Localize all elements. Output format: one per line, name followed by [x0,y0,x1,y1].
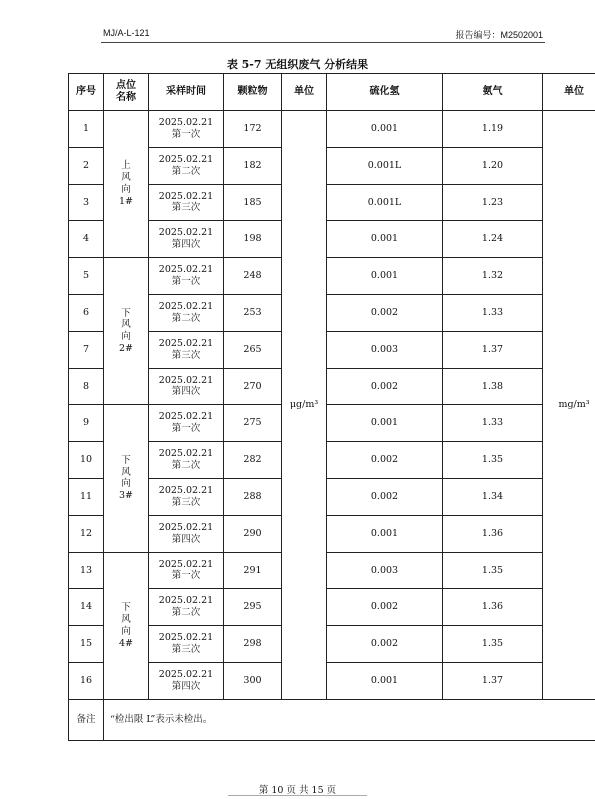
point-name-char: 风 [121,319,131,331]
table-row [69,552,595,589]
cell-no: 8 [69,368,104,405]
col-header-point-line1: 点位 [116,79,136,91]
cell-h2s: 0.001 [327,258,443,295]
table-row [69,258,595,295]
cell-sample-time [149,258,224,295]
cell-nh3: 1.36 [443,589,543,626]
sample-date: 2025.02.21 [158,448,214,460]
cell-pm: 290 [224,515,282,552]
cell-pm: 300 [224,662,282,699]
report-number: 报告编号：M2502001 [455,30,543,40]
sample-round: 第四次 [171,680,201,692]
col-header-unit-left: 单位 [282,74,327,111]
cell-point-name [104,111,149,258]
point-name-char: 1# [118,195,133,207]
cell-nh3: 1.37 [443,331,543,368]
cell-no: 14 [69,589,104,626]
point-name-char: 3# [118,490,133,502]
sample-date: 2025.02.21 [158,484,214,496]
cell-pm: 265 [224,331,282,368]
cell-no: 13 [69,552,104,589]
cell-sample-time [149,294,224,331]
cell-pm: 288 [224,478,282,515]
cell-nh3: 1.20 [443,147,543,184]
cell-h2s: 0.001 [327,221,443,258]
point-name-char: 4# [118,637,133,649]
sample-round: 第四次 [171,533,201,545]
cell-h2s: 0.002 [327,442,443,479]
cell-pm: 172 [224,111,282,148]
cell-nh3: 1.33 [443,405,543,442]
cell-pm: 275 [224,405,282,442]
point-name-char: 向 [121,625,131,637]
col-header-no: 序号 [69,74,104,111]
point-name-char: 2# [118,343,133,355]
col-header-nh3: 氨气 [443,74,543,111]
cell-no: 12 [69,515,104,552]
point-name-char: 下 [121,454,131,466]
sample-round: 第四次 [171,239,201,251]
cell-nh3: 1.35 [443,626,543,663]
cell-pm: 295 [224,589,282,626]
cell-no: 16 [69,662,104,699]
point-name-char: 风 [121,466,131,478]
cell-point-name [104,258,149,405]
sample-date: 2025.02.21 [158,632,214,644]
cell-h2s: 0.001L [327,147,443,184]
cell-sample-time [149,221,224,258]
cell-nh3: 1.23 [443,184,543,221]
col-header-h2s: 硫化氢 [327,74,443,111]
sample-date: 2025.02.21 [158,301,214,312]
cell-pm: 270 [224,368,282,405]
cell-sample-time [149,331,224,368]
cell-sample-time [149,515,224,552]
sample-date: 2025.02.21 [158,595,214,607]
cell-sample-time [149,626,224,663]
cell-pm: 198 [224,221,282,258]
cell-h2s: 0.002 [327,368,443,405]
cell-nh3: 1.32 [443,258,543,295]
cell-sample-time [149,442,224,479]
cell-pm: 253 [224,294,282,331]
cell-no: 4 [69,221,104,258]
cell-h2s: 0.001L [327,184,443,221]
cell-unit-right: mg/m³ [543,111,595,700]
sample-date: 2025.02.21 [158,668,214,680]
cell-pm: 298 [224,626,282,663]
sample-round: 第一次 [171,423,201,435]
point-name-char: 向 [121,478,131,490]
header-divider [101,42,545,43]
cell-no: 10 [69,442,104,479]
cell-no: 7 [69,331,104,368]
sample-date: 2025.02.21 [158,264,214,276]
cell-nh3: 1.37 [443,662,543,699]
cell-nh3: 1.35 [443,442,543,479]
cell-sample-time [149,147,224,184]
cell-sample-time [149,368,224,405]
note-row [69,699,595,740]
col-header-point [104,74,149,111]
cell-h2s: 0.003 [327,331,443,368]
cell-no: 3 [69,184,104,221]
sample-round: 第一次 [171,570,201,582]
cell-sample-time [149,662,224,699]
sample-round: 第三次 [171,644,201,656]
cell-no: 15 [69,626,104,663]
cell-nh3: 1.34 [443,478,543,515]
point-name-char: 风 [121,172,131,184]
col-header-pm: 颗粒物 [224,74,282,111]
sample-date: 2025.02.21 [158,190,214,202]
cell-nh3: 1.19 [443,111,543,148]
sample-round: 第二次 [171,165,201,177]
sample-round: 第三次 [171,349,201,361]
point-name-char: 上 [121,160,131,172]
cell-h2s: 0.001 [327,662,443,699]
table-title: 表 5-7 无组织废气 分析结果 [226,58,369,71]
cell-no: 5 [69,258,104,295]
cell-nh3: 1.36 [443,515,543,552]
sample-date: 2025.02.21 [158,374,214,386]
cell-no: 11 [69,478,104,515]
cell-h2s: 0.002 [327,294,443,331]
col-header-point-line2: 名称 [116,92,136,103]
cell-no: 1 [69,111,104,148]
table-row [69,405,595,442]
sample-round: 第三次 [171,202,201,214]
cell-h2s: 0.002 [327,589,443,626]
table-header-row [69,74,595,111]
sample-date: 2025.02.21 [158,337,214,349]
sample-date: 2025.02.21 [158,117,214,129]
col-header-time: 采样时间 [149,74,224,111]
cell-h2s: 0.001 [327,111,443,148]
note-text: “检出限 L”表示未检出。 [104,699,595,740]
document-code: MJ/A-L-121 [103,28,150,38]
note-label: 备注 [69,699,104,740]
point-name-char: 下 [121,601,131,613]
cell-pm: 248 [224,258,282,295]
cell-h2s: 0.001 [327,405,443,442]
cell-pm: 282 [224,442,282,479]
cell-sample-time [149,111,224,148]
cell-no: 6 [69,294,104,331]
cell-point-name [104,552,149,699]
sample-date: 2025.02.21 [158,411,214,423]
cell-pm: 291 [224,552,282,589]
sample-date: 2025.02.21 [158,227,214,239]
cell-sample-time [149,589,224,626]
page-footer: 第 10 页 共 15 页 [258,785,337,796]
point-name-char: 风 [121,613,131,625]
cell-pm: 182 [224,147,282,184]
table-row [69,111,595,148]
cell-point-name [104,405,149,552]
sample-round: 第二次 [171,607,201,619]
sample-date: 2025.02.21 [158,558,214,570]
cell-nh3: 1.35 [443,552,543,589]
footer-divider [228,795,367,796]
sample-date: 2025.02.21 [158,521,214,533]
sample-round: 第二次 [171,312,201,324]
sample-round: 第一次 [171,276,201,288]
point-name-char: 向 [121,184,131,196]
cell-h2s: 0.002 [327,626,443,663]
cell-no: 9 [69,405,104,442]
cell-sample-time [149,405,224,442]
analysis-results-table [68,73,595,741]
cell-nh3: 1.24 [443,221,543,258]
cell-sample-time [149,184,224,221]
sample-round: 第二次 [171,460,201,472]
col-header-unit-right: 单位 [543,74,595,111]
cell-nh3: 1.38 [443,368,543,405]
cell-unit-left: μg/m³ [282,111,327,700]
sample-round: 第一次 [171,128,201,140]
sample-date: 2025.02.21 [158,153,214,165]
point-name-char: 向 [121,331,131,343]
cell-nh3: 1.33 [443,294,543,331]
cell-h2s: 0.001 [327,515,443,552]
cell-h2s: 0.003 [327,552,443,589]
cell-sample-time [149,478,224,515]
cell-no: 2 [69,147,104,184]
sample-round: 第三次 [171,496,201,508]
cell-pm: 185 [224,184,282,221]
sample-round: 第四次 [171,386,201,398]
cell-sample-time [149,552,224,589]
cell-h2s: 0.002 [327,478,443,515]
point-name-char: 下 [121,307,131,319]
